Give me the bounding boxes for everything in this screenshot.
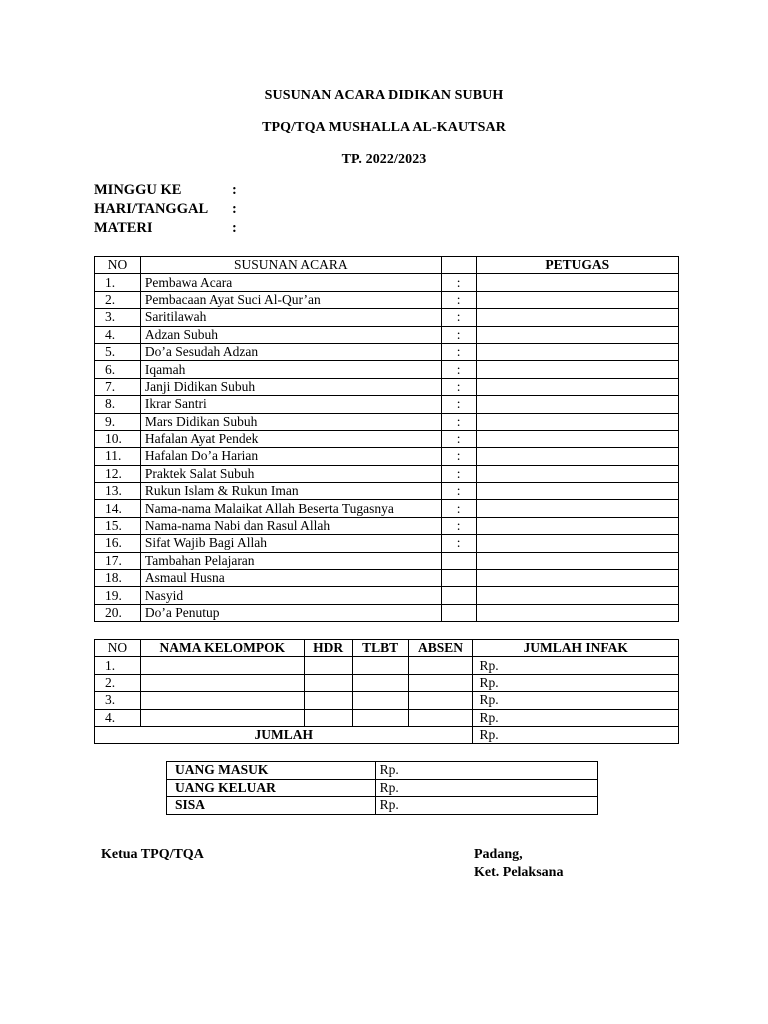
agenda-row xyxy=(95,535,679,552)
agenda-header-item: SUSUNAN ACARA xyxy=(140,257,441,274)
agenda-row-no: 17. xyxy=(95,552,141,569)
groups-row-infak: Rp. xyxy=(473,674,679,691)
groups-row xyxy=(95,657,679,674)
agenda-row-item: Asmaul Husna xyxy=(140,570,441,587)
finance-table xyxy=(166,761,598,815)
agenda-header-officer: PETUGAS xyxy=(476,257,678,274)
agenda-row-separator: : xyxy=(441,361,476,378)
groups-row xyxy=(95,709,679,726)
groups-header-row xyxy=(95,640,679,657)
agenda-row-no: 19. xyxy=(95,587,141,604)
agenda-row xyxy=(95,465,679,482)
agenda-row-item: Praktek Salat Subuh xyxy=(140,465,441,482)
agenda-row-separator xyxy=(441,552,476,569)
groups-row xyxy=(95,674,679,691)
groups-row-infak: Rp. xyxy=(473,709,679,726)
agenda-row-separator: : xyxy=(441,378,476,395)
agenda-row-officer xyxy=(476,552,678,569)
signature-left-title: Ketua TPQ/TQA xyxy=(101,847,204,862)
groups-row-infak: Rp. xyxy=(473,692,679,709)
agenda-row-no: 7. xyxy=(95,378,141,395)
agenda-row-separator: : xyxy=(441,343,476,360)
signature-right-title: Ket. Pelaksana xyxy=(474,865,564,880)
info-material xyxy=(94,220,237,237)
agenda-row-separator: : xyxy=(441,326,476,343)
finance-row-value: Rp. xyxy=(375,797,597,815)
agenda-table xyxy=(94,256,679,622)
agenda-row-item: Nasyid xyxy=(140,587,441,604)
agenda-row-separator: : xyxy=(441,517,476,534)
groups-header-no: NO xyxy=(95,640,141,657)
info-date xyxy=(94,201,237,218)
agenda-row xyxy=(95,396,679,413)
agenda-row-separator xyxy=(441,604,476,621)
info-week xyxy=(94,182,237,199)
agenda-row-separator: : xyxy=(441,465,476,482)
agenda-row xyxy=(95,343,679,360)
groups-header-infak: JUMLAH INFAK xyxy=(473,640,679,657)
agenda-row xyxy=(95,448,679,465)
groups-row-infak: Rp. xyxy=(473,657,679,674)
agenda-row-item: Do’a Penutup xyxy=(140,604,441,621)
agenda-row-separator: : xyxy=(441,291,476,308)
agenda-row xyxy=(95,552,679,569)
agenda-row-no: 10. xyxy=(95,430,141,447)
agenda-header-row xyxy=(95,257,679,274)
agenda-row-no: 11. xyxy=(95,448,141,465)
groups-row-tlbt xyxy=(352,692,408,709)
agenda-row xyxy=(95,309,679,326)
groups-total-label: JUMLAH xyxy=(95,726,473,743)
groups-row-hdr xyxy=(304,692,352,709)
groups-row-tlbt xyxy=(352,709,408,726)
signature-right-place: Padang, xyxy=(474,847,523,862)
agenda-row-officer xyxy=(476,483,678,500)
agenda-header-no: NO xyxy=(95,257,141,274)
agenda-row-item: Hafalan Do’a Harian xyxy=(140,448,441,465)
agenda-row-no: 18. xyxy=(95,570,141,587)
groups-row-absen xyxy=(408,657,473,674)
groups-row-tlbt xyxy=(352,674,408,691)
agenda-row-item: Pembacaan Ayat Suci Al-Qur’an xyxy=(140,291,441,308)
agenda-row-separator: : xyxy=(441,309,476,326)
groups-row-name xyxy=(140,657,304,674)
agenda-row-item: Saritilawah xyxy=(140,309,441,326)
groups-total-value: Rp. xyxy=(473,726,679,743)
agenda-row-officer xyxy=(476,570,678,587)
agenda-row-officer xyxy=(476,326,678,343)
groups-body xyxy=(95,657,679,727)
agenda-row-officer xyxy=(476,309,678,326)
groups-total-row xyxy=(95,726,679,743)
agenda-row-officer xyxy=(476,361,678,378)
groups-header-tlbt: TLBT xyxy=(352,640,408,657)
agenda-row-officer xyxy=(476,343,678,360)
agenda-row-no: 15. xyxy=(95,517,141,534)
info-date-label: HARI/TANGGAL xyxy=(94,201,209,217)
groups-table xyxy=(94,639,679,744)
agenda-row-item: Nama-nama Malaikat Allah Beserta Tugasnya xyxy=(140,500,441,517)
agenda-row xyxy=(95,378,679,395)
agenda-row-officer xyxy=(476,413,678,430)
agenda-row-officer xyxy=(476,430,678,447)
groups-row-no: 1. xyxy=(95,657,141,674)
finance-row-label: SISA xyxy=(167,797,376,815)
groups-row-no: 4. xyxy=(95,709,141,726)
agenda-row-separator: : xyxy=(441,535,476,552)
agenda-row xyxy=(95,361,679,378)
groups-row-name xyxy=(140,692,304,709)
agenda-row-no: 3. xyxy=(95,309,141,326)
groups-row-absen xyxy=(408,674,473,691)
groups-row-name xyxy=(140,674,304,691)
agenda-row-item: Janji Didikan Subuh xyxy=(140,378,441,395)
finance-row-label: UANG KELUAR xyxy=(167,779,376,797)
agenda-row-officer xyxy=(476,517,678,534)
agenda-row-no: 1. xyxy=(95,274,141,291)
agenda-row-no: 14. xyxy=(95,500,141,517)
agenda-row-officer xyxy=(476,604,678,621)
agenda-row xyxy=(95,500,679,517)
agenda-row-no: 9. xyxy=(95,413,141,430)
agenda-row-no: 5. xyxy=(95,343,141,360)
agenda-row-officer xyxy=(476,378,678,395)
finance-row xyxy=(167,762,598,780)
academic-year: TP. 2022/2023 xyxy=(341,152,427,167)
agenda-row-separator: : xyxy=(441,430,476,447)
agenda-row xyxy=(95,430,679,447)
agenda-row-no: 8. xyxy=(95,396,141,413)
agenda-row-no: 13. xyxy=(95,483,141,500)
info-material-separator: : xyxy=(232,220,237,236)
agenda-row-officer xyxy=(476,535,678,552)
agenda-row-separator: : xyxy=(441,413,476,430)
groups-header-name: NAMA KELOMPOK xyxy=(140,640,304,657)
agenda-row-officer xyxy=(476,274,678,291)
agenda-row-no: 2. xyxy=(95,291,141,308)
document-title: SUSUNAN ACARA DIDIKAN SUBUH xyxy=(264,88,504,103)
groups-row xyxy=(95,692,679,709)
agenda-row-officer xyxy=(476,291,678,308)
groups-row-no: 3. xyxy=(95,692,141,709)
agenda-row-item: Pembawa Acara xyxy=(140,274,441,291)
info-week-label: MINGGU KE xyxy=(94,182,182,198)
agenda-row-item: Mars Didikan Subuh xyxy=(140,413,441,430)
agenda-body xyxy=(95,274,679,622)
agenda-row-no: 6. xyxy=(95,361,141,378)
groups-row-hdr xyxy=(304,709,352,726)
agenda-row-officer xyxy=(476,396,678,413)
groups-row-tlbt xyxy=(352,657,408,674)
agenda-row-item: Adzan Subuh xyxy=(140,326,441,343)
agenda-row-no: 12. xyxy=(95,465,141,482)
info-date-separator: : xyxy=(232,201,237,217)
info-material-label: MATERI xyxy=(94,220,153,236)
agenda-row-separator: : xyxy=(441,274,476,291)
finance-row-value: Rp. xyxy=(375,762,597,780)
agenda-row-item: Do’a Sesudah Adzan xyxy=(140,343,441,360)
agenda-row-no: 4. xyxy=(95,326,141,343)
agenda-row xyxy=(95,274,679,291)
agenda-row-officer xyxy=(476,587,678,604)
agenda-row-item: Hafalan Ayat Pendek xyxy=(140,430,441,447)
agenda-row-officer xyxy=(476,500,678,517)
groups-row-no: 2. xyxy=(95,674,141,691)
agenda-row-separator: : xyxy=(441,500,476,517)
groups-header-absen: ABSEN xyxy=(408,640,473,657)
agenda-row-separator xyxy=(441,587,476,604)
agenda-row-separator: : xyxy=(441,483,476,500)
agenda-row xyxy=(95,517,679,534)
agenda-row-item: Sifat Wajib Bagi Allah xyxy=(140,535,441,552)
groups-row-absen xyxy=(408,692,473,709)
groups-row-name xyxy=(140,709,304,726)
agenda-row-officer xyxy=(476,465,678,482)
agenda-row xyxy=(95,587,679,604)
agenda-row xyxy=(95,326,679,343)
finance-body xyxy=(167,762,598,815)
agenda-row-no: 16. xyxy=(95,535,141,552)
finance-row-label: UANG MASUK xyxy=(167,762,376,780)
agenda-row-no: 20. xyxy=(95,604,141,621)
groups-header-hdr: HDR xyxy=(304,640,352,657)
groups-row-absen xyxy=(408,709,473,726)
agenda-row-item: Tambahan Pelajaran xyxy=(140,552,441,569)
groups-row-hdr xyxy=(304,657,352,674)
agenda-row xyxy=(95,413,679,430)
groups-row-hdr xyxy=(304,674,352,691)
agenda-row-separator: : xyxy=(441,396,476,413)
finance-row xyxy=(167,779,598,797)
finance-row xyxy=(167,797,598,815)
info-week-separator: : xyxy=(232,182,237,198)
agenda-row-officer xyxy=(476,448,678,465)
agenda-row xyxy=(95,291,679,308)
agenda-row-item: Nama-nama Nabi dan Rasul Allah xyxy=(140,517,441,534)
agenda-row-separator xyxy=(441,570,476,587)
agenda-row-item: Ikrar Santri xyxy=(140,396,441,413)
agenda-row-item: Rukun Islam & Rukun Iman xyxy=(140,483,441,500)
agenda-row xyxy=(95,570,679,587)
agenda-row-item: Iqamah xyxy=(140,361,441,378)
agenda-row-separator: : xyxy=(441,448,476,465)
agenda-row xyxy=(95,604,679,621)
finance-row-value: Rp. xyxy=(375,779,597,797)
agenda-header-blank xyxy=(441,257,476,274)
agenda-row xyxy=(95,483,679,500)
organization-name: TPQ/TQA MUSHALLA AL-KAUTSAR xyxy=(262,120,506,135)
